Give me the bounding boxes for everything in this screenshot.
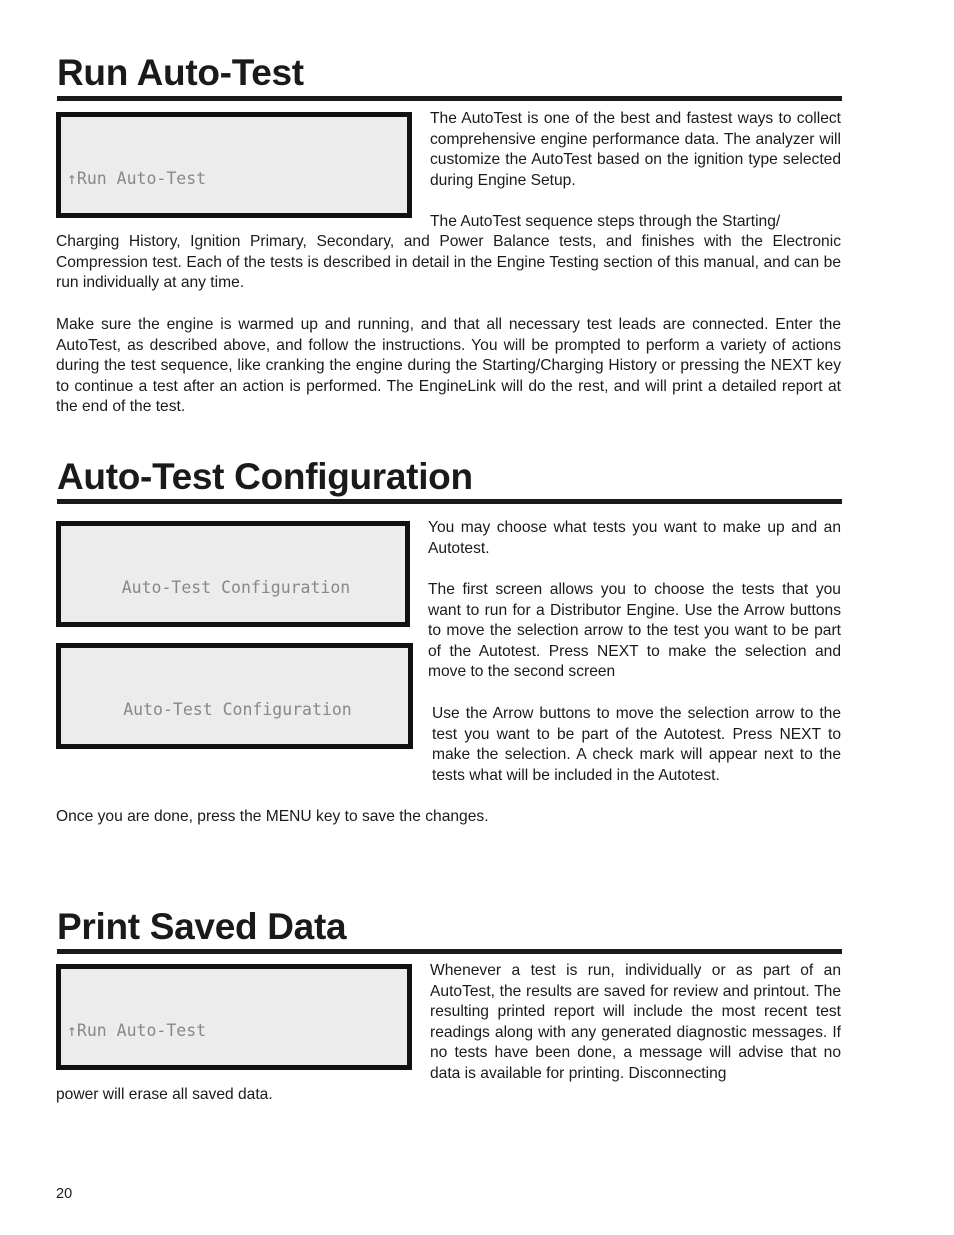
lcd-screen-all-ignition-config [56, 643, 413, 749]
run-autotest-para-2: Charging History, Ignition Primary, Secondary, and Power Balance tests, and finishes with the Electronic Compression test. Each of the tests is described in detail in the Engine Testing section of this manual, and can be run individually at any time. [56, 233, 841, 292]
config-para-1: You may choose what tests you want to make up and an Autotest. [428, 519, 841, 557]
heading-run-autotest: Run Auto-Test [57, 52, 304, 93]
heading-print-saved-data: Print Saved Data [57, 906, 347, 947]
lcd-line: ↑Run Auto-Test [67, 168, 207, 188]
lcd-line: Auto-Test Configuration [121, 577, 351, 597]
config-para-2: The first screen allows you to choose the tests that you want to run for a Distributor Engine. Use the Arrow buttons to move the selection arrow to the test you want to be part of the Autotest. Press NEXT to make the selection and move to the second screen [428, 581, 841, 681]
config-para-4: Once you are done, press the MENU key to save the changes. [56, 808, 489, 825]
lcd-screen-main-menu [56, 964, 412, 1070]
run-autotest-para-3: Make sure the engine is warmed up and running, and that all necessary test leads are connected. Enter the AutoTest, as described above, and follow the instructions. You will be prompted to perform a variety of actions during the test sequence, like cranking the engine during the Starting/Charging History or pressing the NEXT key to continue a test after an action is performed. The EngineLink will do the rest, and will print a detailed report at the end of the test. [56, 316, 841, 416]
run-autotest-para-2-start: The AutoTest sequence steps through the Starting/ [430, 213, 781, 230]
heading-rule [57, 949, 842, 954]
run-autotest-para-1: The AutoTest is one of the best and fastest ways to collect comprehensive engine performance data. The analyzer will customize the AutoTest based on the ignition type selected during Engine Setup. [430, 110, 841, 189]
print-para-1: Whenever a test is run, individually or as part of an AutoTest, the results are saved for review and printout. The resulting printed report will include the most recent test readings along with any generated diagnostic messages. If no tests have been done, a message will advise that no data is available for printing. Disconnecting [430, 962, 841, 1082]
lcd-line: ↑Run Auto-Test [67, 1020, 207, 1040]
heading-rule [57, 499, 842, 504]
lcd-line: Auto-Test Configuration [123, 699, 352, 719]
heading-autotest-configuration: Auto-Test Configuration [57, 456, 473, 497]
lcd-screen-distributor-config [56, 521, 410, 627]
print-para-1-tail: power will erase all saved data. [56, 1086, 273, 1103]
page-number: 20 [56, 1186, 73, 1202]
heading-rule [57, 96, 842, 101]
config-para-3: Use the Arrow buttons to move the selection arrow to the test you want to be part of the Autotest. Press NEXT to make the selection. A check mark will appear next to the tests what will be included in the Autotest. [432, 705, 841, 784]
lcd-screen-main-menu [56, 112, 412, 218]
